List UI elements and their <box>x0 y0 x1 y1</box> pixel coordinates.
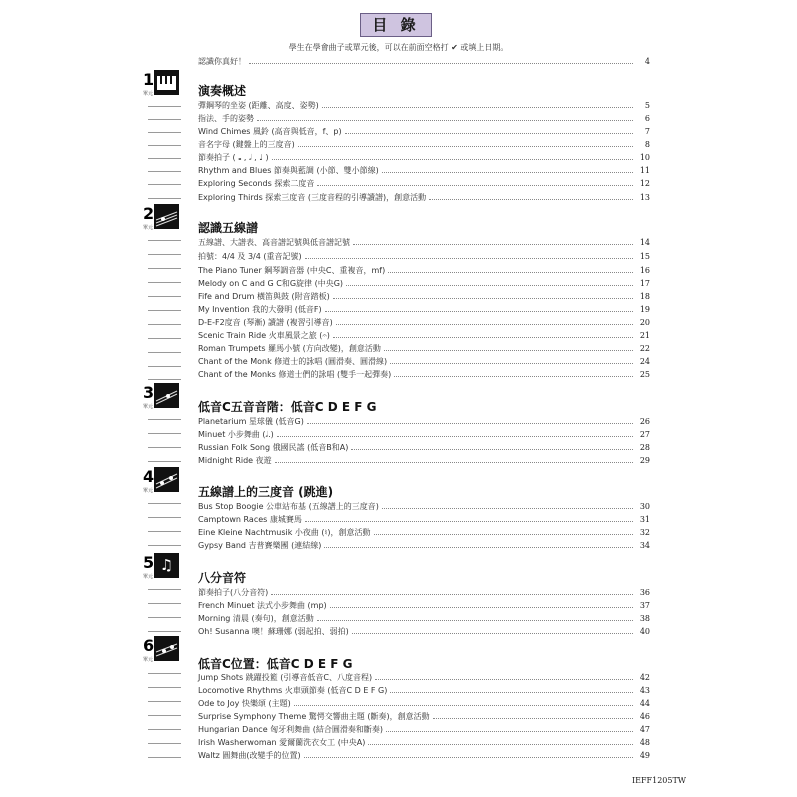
check-line[interactable] <box>148 379 181 380</box>
check-line[interactable] <box>148 743 181 744</box>
toc-entry[interactable] <box>198 250 650 262</box>
dot-leader <box>277 436 633 437</box>
toc-entry[interactable] <box>198 290 650 302</box>
toc-entry[interactable] <box>198 500 650 512</box>
entry-page: 40 <box>639 627 650 636</box>
entry-title: 指法、手的姿勢 <box>198 114 254 123</box>
unit-number: 2 <box>143 204 155 223</box>
dot-leader <box>249 63 633 64</box>
toc-entry[interactable] <box>198 277 650 289</box>
entry-page: 31 <box>639 515 650 524</box>
entry-title: Chant of the Monk 修道士的詠唱 (圓滑奏、圓滑線) <box>198 357 388 366</box>
instruction-text: 學生在學會曲子或單元後，可以在前面空格打 ✔ 或填上日期。 <box>288 43 509 52</box>
staff-icon <box>154 467 179 492</box>
check-line[interactable] <box>148 268 181 269</box>
entry-title: Hungarian Dance 匈牙利舞曲 (結合圓滑奏和斷奏) <box>198 725 383 734</box>
entry-title: Locomotive Rhythms 火車頭節奏 (低音C D E F G) <box>198 686 388 695</box>
check-line[interactable] <box>148 171 181 172</box>
entry-page: 26 <box>639 417 650 426</box>
toc-entry[interactable] <box>198 454 650 466</box>
toc-entry[interactable] <box>198 236 650 248</box>
dot-leader <box>433 718 633 719</box>
entry-page: 10 <box>639 153 650 162</box>
dot-leader <box>374 534 633 535</box>
toc-entry[interactable] <box>198 316 650 328</box>
dot-leader <box>394 376 633 377</box>
check-line[interactable] <box>148 447 181 448</box>
dot-leader <box>352 633 633 634</box>
entry-page: 49 <box>639 751 650 760</box>
eighth-notes-icon: ♫ <box>154 553 179 578</box>
entry-page: 8 <box>644 140 650 149</box>
dot-leader <box>307 423 633 424</box>
entry-title: Melody on C and G C和G旋律 (中央G) <box>198 279 344 288</box>
toc-entry[interactable] <box>198 671 650 683</box>
check-line[interactable] <box>148 240 181 241</box>
check-line[interactable] <box>148 145 181 146</box>
entry-page: 11 <box>639 166 650 175</box>
check-line[interactable] <box>148 352 181 353</box>
entry-title: Russian Folk Song 俄國民謠 (低音B和A) <box>198 443 349 452</box>
entry-page: 30 <box>639 502 650 511</box>
dot-leader <box>298 146 633 147</box>
entry-page: 37 <box>639 601 650 610</box>
check-line[interactable] <box>148 198 181 199</box>
unit-badge <box>143 204 178 234</box>
entry-title: 五線譜、大譜表、高音譜記號與低音譜記號 <box>198 238 350 247</box>
dot-leader <box>304 757 633 758</box>
unit-number: 6 <box>143 636 155 655</box>
dot-leader <box>382 172 633 173</box>
unit-number: 5 <box>143 553 155 572</box>
toc-entry[interactable] <box>198 112 650 124</box>
unit-number: 4 <box>143 467 155 486</box>
entry-title: Bus Stop Boogie 公車站布基 (五線譜上的三度音) <box>198 502 379 511</box>
entry-title: Ode to Joy 快樂頌 (主題) <box>198 699 291 708</box>
toc-entry[interactable] <box>198 191 650 203</box>
dot-leader <box>257 120 633 121</box>
toc-entry[interactable] <box>198 125 650 137</box>
toc-entry[interactable] <box>198 441 650 453</box>
entry-title: 認識你真好！ <box>198 57 246 66</box>
entry-title: Oh! Susanna 噢！蘇珊娜 (弱起拍、弱拍) <box>198 627 349 636</box>
staff-icon <box>154 204 179 229</box>
entry-title: Gypsy Band 吉普賽樂團 (連結線) <box>198 541 322 550</box>
check-line[interactable] <box>148 106 181 107</box>
check-line[interactable] <box>148 757 181 758</box>
entry-title: Exploring Seconds 探索二度音 <box>198 179 315 188</box>
entry-page: 19 <box>639 305 650 314</box>
dot-leader <box>336 324 633 325</box>
entry-title: 節奏拍子(八分音符) <box>198 588 269 597</box>
check-line[interactable] <box>148 603 181 604</box>
entry-page: 36 <box>639 588 650 597</box>
check-line[interactable] <box>148 324 181 325</box>
check-line[interactable] <box>148 631 181 632</box>
dot-leader <box>325 311 633 312</box>
dot-leader <box>322 107 633 108</box>
check-line[interactable] <box>148 545 181 546</box>
entry-page: 17 <box>639 279 650 288</box>
toc-entry[interactable] <box>198 684 650 696</box>
toc-entry[interactable] <box>198 264 650 276</box>
check-line[interactable] <box>148 119 181 120</box>
entry-page: 22 <box>639 344 650 353</box>
check-line[interactable] <box>148 589 181 590</box>
toc-entry[interactable] <box>198 138 650 150</box>
entry-title: My Invention 我的大發明 (低音F) <box>198 305 322 314</box>
toc-entry[interactable] <box>198 526 650 538</box>
entry-page: 18 <box>639 292 650 301</box>
staff-icon <box>154 636 179 661</box>
toc-entry[interactable] <box>198 99 650 111</box>
dot-leader <box>317 620 633 621</box>
unit-badge <box>143 553 178 583</box>
unit-heading: 低音C位置：低音C D E F G <box>198 657 353 671</box>
entry-title: Chant of the Monks 修道士們的詠唱 (雙手一起彈奏) <box>198 370 392 379</box>
entry-page: 32 <box>639 528 650 537</box>
unit-heading: 認識五線譜 <box>198 221 259 235</box>
check-line[interactable] <box>148 366 181 367</box>
entry-page: 25 <box>639 370 650 379</box>
dot-leader <box>390 363 633 364</box>
piano-keys-icon <box>154 70 179 95</box>
unit-label: 單元 <box>143 91 154 97</box>
dot-leader <box>330 607 633 608</box>
entry-title: 拍號：4/4 及 3/4 (重音記號) <box>198 252 302 261</box>
entry-title: Rhythm and Blues 節奏與藍調 (小節、雙小節線) <box>198 166 379 175</box>
check-line[interactable] <box>148 282 181 283</box>
unit-number: 3 <box>143 383 155 402</box>
entry-title: Camptown Races 康城賽馬 <box>198 515 302 524</box>
toc-entry[interactable] <box>198 164 650 176</box>
dot-leader <box>305 521 633 522</box>
toc-entry[interactable] <box>198 303 650 315</box>
entry-page: 6 <box>644 114 650 123</box>
toc-entry[interactable] <box>198 625 650 637</box>
dot-leader <box>294 705 633 706</box>
dot-leader <box>429 199 633 200</box>
toc-entry[interactable] <box>198 749 650 761</box>
dot-leader <box>382 508 633 509</box>
entry-page: 16 <box>639 266 650 275</box>
unit-heading: 低音C五音音階：低音C D E F G <box>198 400 377 414</box>
unit-label: 單元 <box>143 404 154 410</box>
unit-badge <box>143 70 178 100</box>
dot-leader <box>317 185 633 186</box>
entry-title: 節奏拍子 ( 𝅝 , 𝅗𝅥 , ♩ ) <box>198 153 269 162</box>
toc-entry[interactable] <box>198 177 650 189</box>
toc-entry[interactable] <box>198 710 650 722</box>
unit-badge <box>143 636 178 666</box>
check-line[interactable] <box>148 419 181 420</box>
dot-leader <box>386 731 633 732</box>
toc-entry[interactable] <box>198 539 650 551</box>
entry-page: 7 <box>644 127 650 136</box>
toc-entry[interactable] <box>198 723 650 735</box>
check-line[interactable] <box>148 132 181 133</box>
check-line[interactable] <box>148 254 181 255</box>
dot-leader <box>353 244 633 245</box>
entry-title: Wind Chimes 風鈴 (高音與低音，f、p) <box>198 127 342 136</box>
toc-entry[interactable] <box>198 329 650 341</box>
check-line[interactable] <box>148 184 181 185</box>
entry-page: 48 <box>639 738 650 747</box>
entry-title: Scenic Train Ride 火車風景之旅 (𝄐) <box>198 331 330 340</box>
entry-page: 44 <box>639 699 650 708</box>
entry-page: 15 <box>639 252 650 261</box>
entry-page: 20 <box>639 318 650 327</box>
unit-badge <box>143 467 178 497</box>
check-line[interactable] <box>148 687 181 688</box>
publication-code: IEFF1205TW <box>632 776 687 785</box>
entry-page: 43 <box>639 686 650 695</box>
entry-page: 46 <box>639 712 650 721</box>
entry-title: Exploring Thirds 探索三度音 (三度音程的引導讀譜)，創意活動 <box>198 193 427 202</box>
dot-leader <box>368 744 633 745</box>
entry-page: 24 <box>639 357 650 366</box>
check-line[interactable] <box>148 461 181 462</box>
toc-entry[interactable] <box>198 342 650 354</box>
dot-leader <box>346 285 633 286</box>
page-title: 目 錄 <box>360 13 432 37</box>
unit-label: 單元 <box>143 225 154 231</box>
check-line[interactable] <box>148 715 181 716</box>
staff-icon <box>154 383 179 408</box>
toc-entry[interactable] <box>198 599 650 611</box>
unit-label: 單元 <box>143 657 154 663</box>
entry-page: 34 <box>639 541 650 550</box>
unit-label: 單元 <box>143 574 154 580</box>
unit-heading: 八分音符 <box>198 571 247 585</box>
dot-leader <box>272 159 633 160</box>
entry-page: 47 <box>639 725 650 734</box>
dot-leader <box>390 692 633 693</box>
check-line[interactable] <box>148 503 181 504</box>
toc-entry[interactable] <box>198 428 650 440</box>
entry-page: 12 <box>639 179 650 188</box>
entry-page: 21 <box>639 331 650 340</box>
dot-leader <box>333 298 633 299</box>
entry-page: 38 <box>639 614 650 623</box>
entry-title: Planetarium 星球儀 (低音G) <box>198 417 304 426</box>
toc-entry[interactable] <box>198 513 650 525</box>
entry-page: 5 <box>644 101 650 110</box>
entry-title: Minuet 小步舞曲 (𝅗𝅥.) <box>198 430 274 439</box>
toc-entry[interactable] <box>198 151 650 163</box>
entry-title: Irish Washerwoman 愛爾蘭洗衣女工 (中央A) <box>198 738 366 747</box>
entry-page: 28 <box>639 443 650 452</box>
entry-title: Jump Shots 跳躍投籃 (引導音低音C、八度音程) <box>198 673 373 682</box>
dot-leader <box>384 350 633 351</box>
entry-title: Midnight Ride 夜遊 <box>198 456 272 465</box>
unit-heading: 演奏概述 <box>198 84 247 98</box>
toc-entry[interactable] <box>198 355 650 367</box>
check-line[interactable] <box>148 296 181 297</box>
dot-leader <box>375 679 633 680</box>
entry-title: Roman Trumpets 羅馬小號 (方向改變)，創意活動 <box>198 344 381 353</box>
unit-number: 1 <box>143 70 155 89</box>
entry-title: French Minuet 法式小步舞曲 (mp) <box>198 601 327 610</box>
unit-heading: 五線譜上的三度音 (跳進) <box>198 485 334 499</box>
check-line[interactable] <box>148 158 181 159</box>
dot-leader <box>345 133 633 134</box>
entry-title: D-E-F2度音 (琴漸) 讀譜 (複習引導音) <box>198 318 333 327</box>
toc-entry[interactable] <box>198 612 650 624</box>
entry-page: 29 <box>639 456 650 465</box>
check-line[interactable] <box>148 701 181 702</box>
unit-label: 單元 <box>143 488 154 494</box>
dot-leader <box>275 462 633 463</box>
entry-title: Morning 清晨 (奏句)，創意活動 <box>198 614 314 623</box>
dot-leader <box>351 449 633 450</box>
toc-entry[interactable] <box>198 586 650 598</box>
unit-badge <box>143 383 178 413</box>
entry-title: 音名字母 (鍵盤上的三度音) <box>198 140 295 149</box>
entry-page: 42 <box>639 673 650 682</box>
dot-leader <box>305 258 633 259</box>
check-line[interactable] <box>148 531 181 532</box>
entry-title: Fife and Drum 橫笛與鼓 (附音踏板) <box>198 292 330 301</box>
toc-entry[interactable] <box>198 55 650 67</box>
dot-leader <box>324 547 633 548</box>
entry-page: 13 <box>639 193 650 202</box>
dot-leader <box>333 337 633 338</box>
entry-title: Waltz 圓舞曲(改變手的位置) <box>198 751 301 760</box>
entry-title: 彈鋼琴的坐姿 (距離、高度、姿勢) <box>198 101 319 110</box>
dot-leader <box>388 272 633 273</box>
entry-title: The Piano Tuner 鋼琴調音器 (中央C、重複音，mf) <box>198 266 386 275</box>
toc-entry[interactable] <box>198 697 650 709</box>
toc-entry[interactable] <box>198 736 650 748</box>
entry-title: Eine Kleine Nachtmusik 小夜曲 (♮)，創意活動 <box>198 528 371 537</box>
entry-page: 4 <box>644 57 650 66</box>
entry-title: Surprise Symphony Theme 驚愕交響曲主題 (斷奏)，創意活動 <box>198 712 430 721</box>
check-line[interactable] <box>148 338 181 339</box>
check-line[interactable] <box>148 433 181 434</box>
toc-entry[interactable] <box>198 415 650 427</box>
check-line[interactable] <box>148 617 181 618</box>
check-line[interactable] <box>148 310 181 311</box>
entry-page: 27 <box>639 430 650 439</box>
check-line[interactable] <box>148 673 181 674</box>
dot-leader <box>271 594 633 595</box>
check-line[interactable] <box>148 517 181 518</box>
entry-page: 14 <box>639 238 650 247</box>
toc-entry[interactable] <box>198 368 650 380</box>
check-line[interactable] <box>148 729 181 730</box>
